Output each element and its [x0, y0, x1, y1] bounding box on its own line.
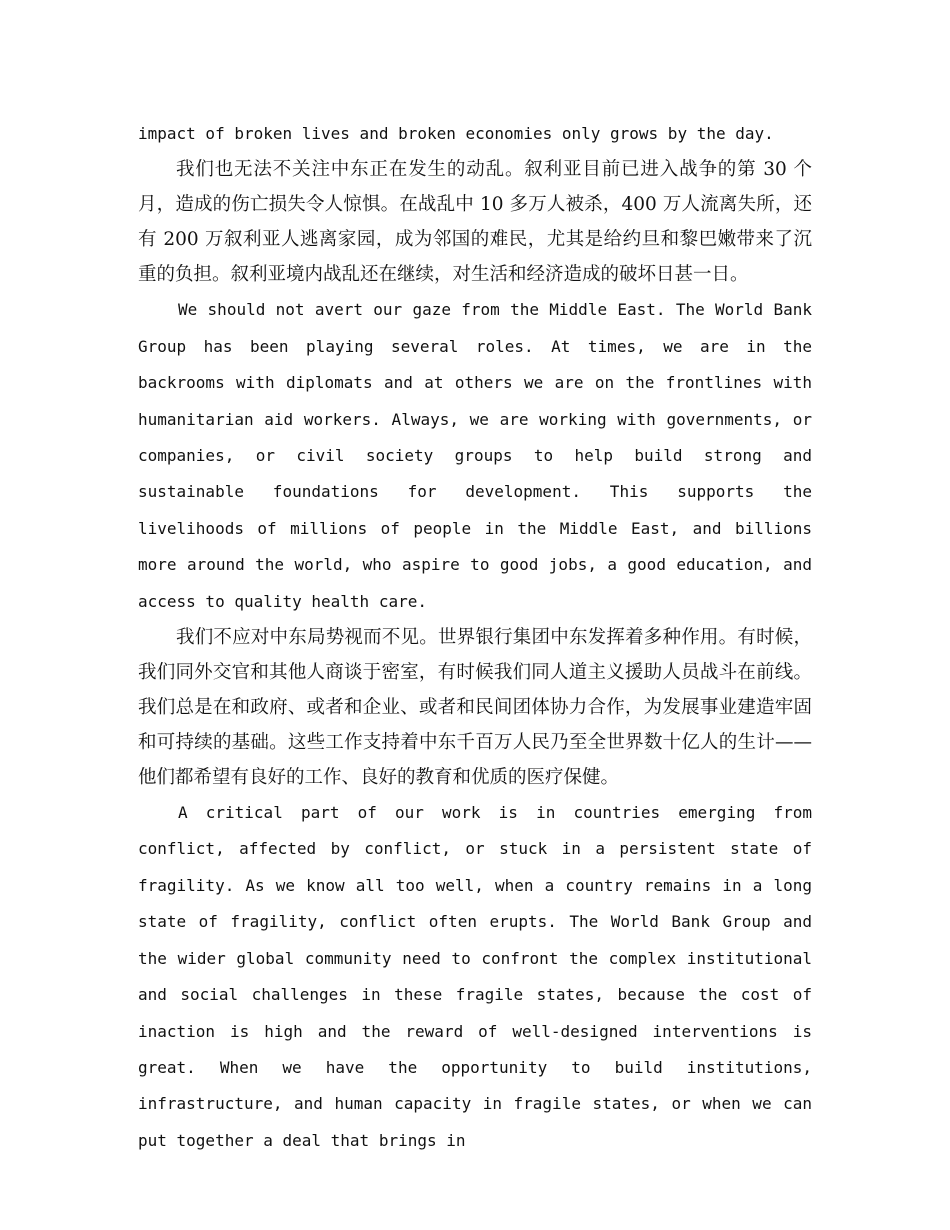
- paragraph-en-2: We should not avert our gaze from the Middle East. The World Bank Group has been playing several roles. At times, we are in the backrooms with diplomats and at others we are on the frontlines with humanitarian aid workers. Always, we are working with governments, or companies, or civil society groups to help build strong and sustainable foundations for development. This supports the livelihoods of millions of people in the Middle East, and billions more around the world, who aspire to good jobs, a good education, and access to quality health care.: [138, 300, 812, 611]
- paragraph-en-3: A critical part of our work is in countries emerging from conflict, affected by conflict, or stuck in a persistent state of fragility. As we know all too well, when a country remains in a long state of fragility, conflict often erupts. The World Bank Group and the wider global community need to confront the complex institutional and social challenges in these fragile states, because the cost of inaction is high and the reward of well-designed interventions is great. When we have the opportunity to build institutions, infrastructure, and human capacity in fragile states, or when we can put together a deal that brings in: [138, 803, 812, 1150]
- paragraph-zh-2: 我们不应对中东局势视而不见。世界银行集团中东发挥着多种作用。有时候，我们同外交官和其他人商谈于密室，有时候我们同人道主义援助人员战斗在前线。我们总是在和政府、或者和企业、或者和民间团体协力合作，为发展事业建造牢固和可持续的基础。这些工作支持着中东千百万人民乃至全世界数十亿人的生计——他们都希望有良好的工作、良好的教育和优质的医疗保健。: [138, 627, 812, 789]
- paragraph-en-1: impact of broken lives and broken economies only grows by the day.: [138, 124, 774, 143]
- document-body: [138, 116, 812, 1159]
- paragraph-zh-1: 我们也无法不关注中东正在发生的动乱。叙利亚目前已进入战争的第 30 个月，造成的伤亡损失令人惊惧。在战乱中 10 多万人被杀，400 万人流离失所，还有 200 万叙利亚人逃离家园，成为邻国的难民，尤其是给约旦和黎巴嫩带来了沉重的负担。叙利亚境内战乱还在继续，对生活和经济造成的破坏日甚一日。: [138, 159, 812, 286]
